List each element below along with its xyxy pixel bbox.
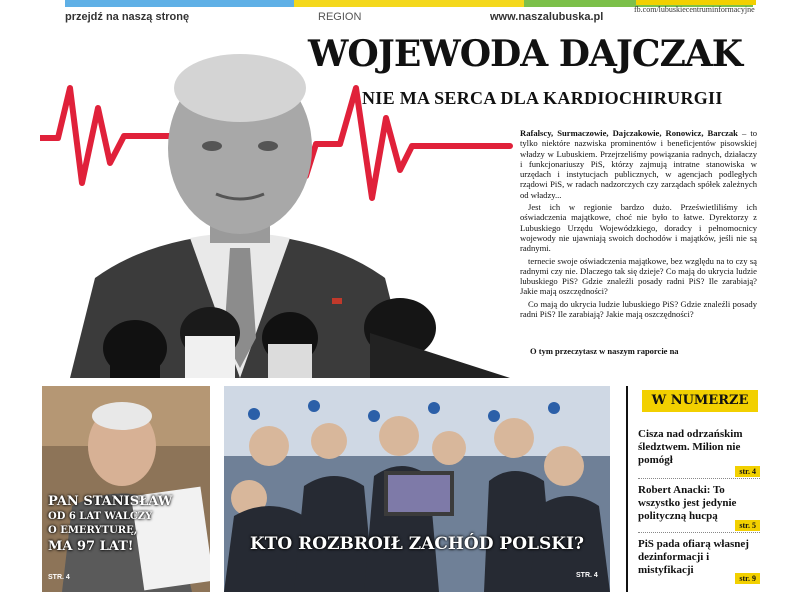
article-paragraph: ternecie swoje oświadczenia majątkowe, bez względu na to czy są radnymi czy nie. Dlaczego tak się dzieje? Co mają do ukrycia ludzie lubuskiego PiS? Gdzie znaleźli posady radni PiS? Ile zarabiają? Jakie mają oszczędności? xyxy=(520,255,757,297)
facebook-link[interactable]: fb.com/lubuskiecentruminformacyjne xyxy=(634,5,755,14)
article-body xyxy=(520,128,757,321)
hero-photo-voivode xyxy=(40,48,520,378)
in-issue-page: str. 9 xyxy=(735,573,760,584)
story-caption-line: O EMERYTURĘ, xyxy=(48,525,138,536)
group-photo xyxy=(224,386,610,592)
in-issue-item[interactable]: PiS pada ofiarą własnej dezinformacji i mistyfikacji xyxy=(638,538,749,576)
story-page-ref: STR. 4 xyxy=(48,574,70,581)
header-left-link[interactable]: przejdź na naszą stronę xyxy=(65,11,190,23)
story-title: KTO ROZBROIŁ ZACHÓD POLSKI? xyxy=(250,534,584,554)
in-issue-item[interactable]: Robert Anacki: To wszystko jest jedynie polityczną hucpą xyxy=(638,484,737,522)
article-lead: Rafalscy, Surmaczowie, Dajczakowie, Ronowicz, Barczak – to tylko niektóre nazwiska prominentów i beneficjentów pisowskiej władzy w Lubuskiem. Przejrzeliśmy powiązania radnych, działaczy i funkcjonariuszy PiS, którzy zajmują intratne stanowiska w urzędach i instytucjach publicznych, w agencjach podległych rządowi PiS, w radach nadzorczych czy zarządach spółek zależnych od władzy... xyxy=(520,128,758,200)
in-issue-item[interactable]: Cisza nad odrzańskim śledztwem. Milion nie pomógł xyxy=(638,428,743,466)
color-bar-yellow xyxy=(294,0,523,7)
story-caption-line: MA 97 LAT! xyxy=(48,539,134,554)
in-issue-page: str. 4 xyxy=(735,466,760,477)
story-page-ref: STR. 4 xyxy=(576,572,598,579)
story-caption-line: OD 6 LAT WALCZY xyxy=(48,511,153,522)
in-issue-title: W NUMERZE xyxy=(642,390,758,412)
color-bar-blue xyxy=(65,0,294,7)
elderly-man-photo xyxy=(42,386,210,592)
article-paragraph: Co mają do ukrycia ludzie lubuskiego PiS? Gdzie znaleźli posady radni PiS? Ile zarabiają? Jakie mają oszczędności? xyxy=(520,298,757,320)
divider xyxy=(638,532,760,533)
headline: WOJEWODA DAJCZAK xyxy=(308,33,743,75)
section-label: REGION xyxy=(318,11,362,23)
in-issue-page: str. 5 xyxy=(735,520,760,531)
story-photo-group[interactable] xyxy=(224,386,610,592)
divider xyxy=(638,478,760,479)
website-link[interactable]: www.naszalubuska.pl xyxy=(490,11,604,23)
article-paragraph: Jest ich w regionie bardzo dużo. Prześwietliliśmy ich oświadczenia majątkowe, choć nie było to łatwe. Dyrektorzy z Lubuskiego Urzędu Wojewódzkiego, doradcy i pełnomocnicy wojewody nie ujawniają swoich dochodów i majątków, jeśli nie są radnymi. xyxy=(520,202,757,254)
story-photo-stanislaw[interactable] xyxy=(42,386,210,592)
subheadline: NIE MA SERCA DLA KARDIOCHIRURGII xyxy=(362,88,723,108)
article-teaser: O tym przeczytasz w naszym raporcie na xyxy=(530,346,679,356)
story-caption-line: PAN STANISŁAW xyxy=(48,494,173,509)
in-issue-sidebar xyxy=(626,386,762,592)
